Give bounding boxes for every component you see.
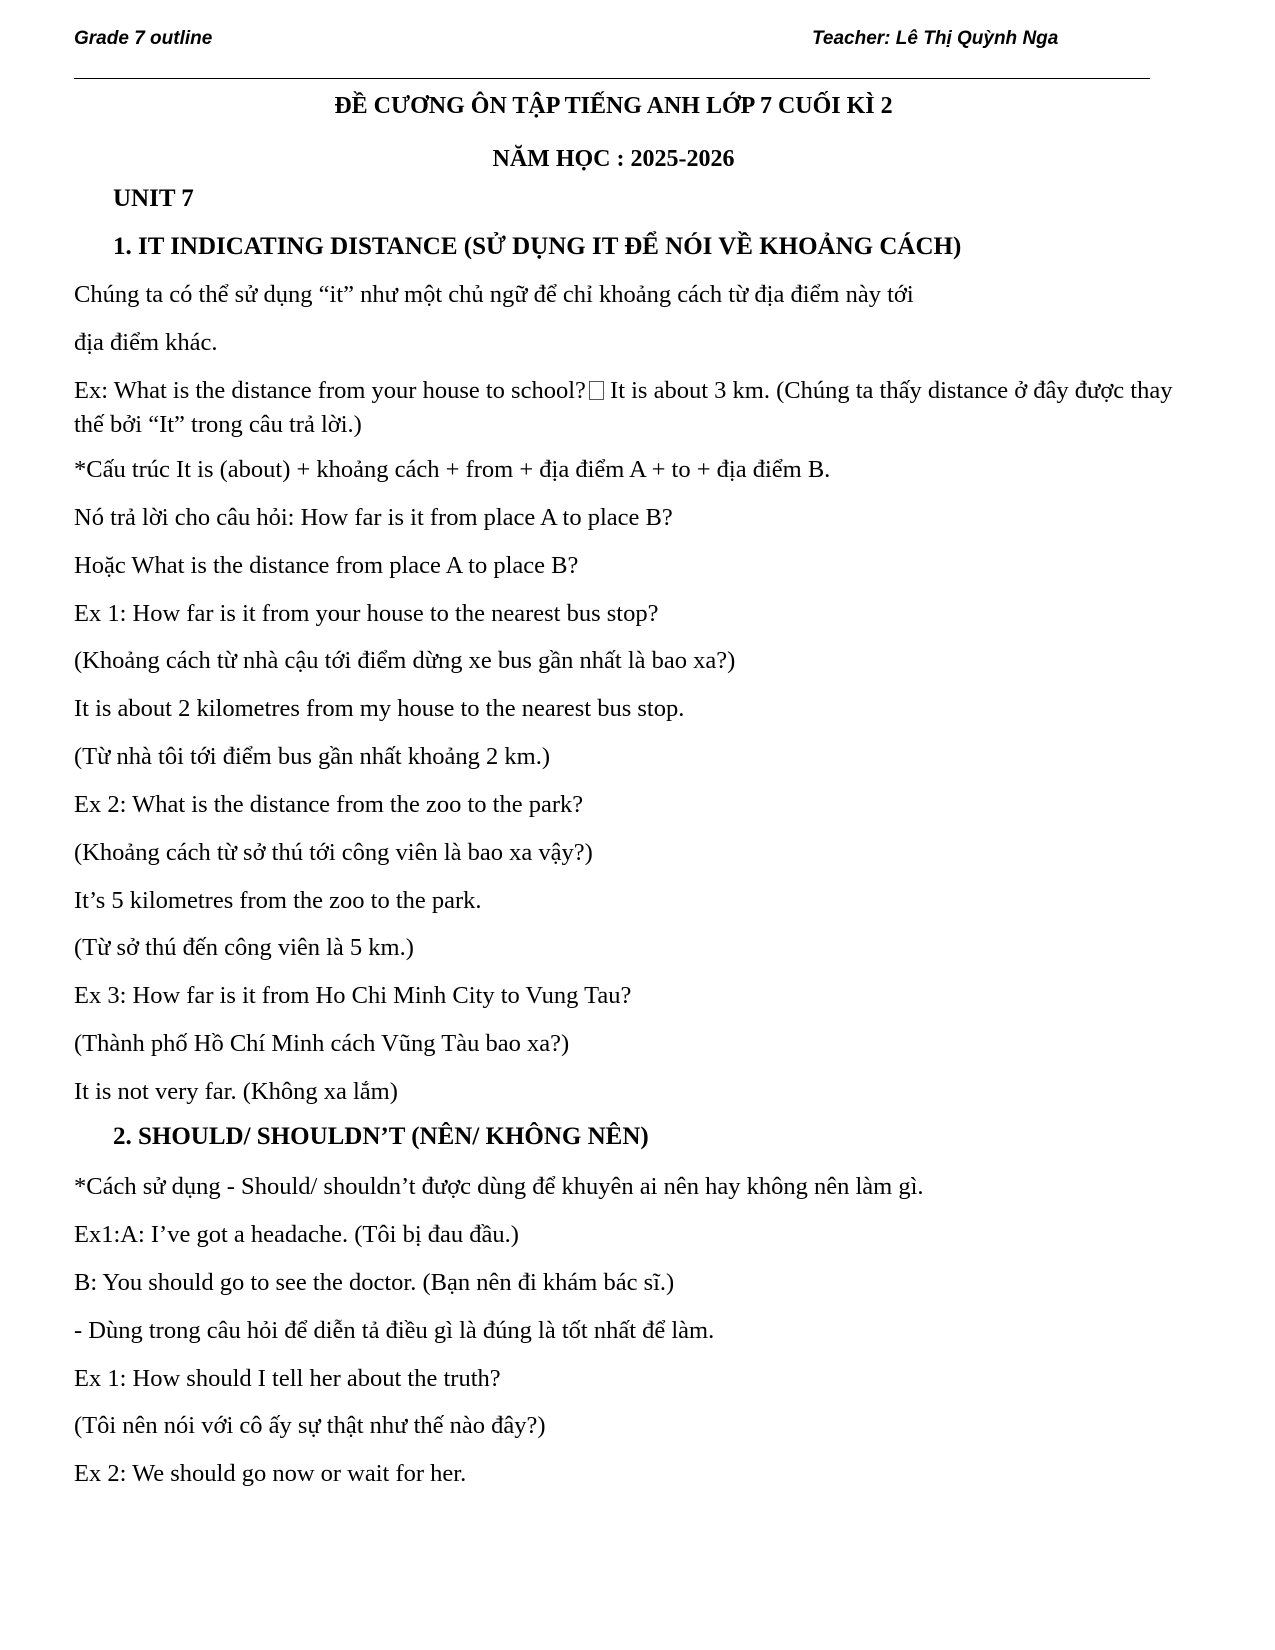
example-question: Ex: What is the distance from your house to school? <box>74 377 586 404</box>
paragraph-line: Hoặc What is the distance from place A to place B? <box>74 552 579 579</box>
section-2-heading: 2. SHOULD/ SHOULDN’T (NÊN/ KHÔNG NÊN) <box>113 1123 649 1150</box>
answer-line: B: You should go to see the doctor. (Bạn nên đi khám bác sĩ.) <box>74 1269 675 1296</box>
school-year: NĂM HỌC : 2025-2026 <box>492 146 735 172</box>
structure-line: *Cấu trúc It is (about) + khoảng cách + from + địa điểm A + to + địa điểm B. <box>74 456 831 483</box>
example-line: Ex 1: How should I tell her about the truth? <box>74 1365 501 1392</box>
usage-line: *Cách sử dụng - Should/ shouldn’t được dùng để khuyên ai nên hay không nên làm gì. <box>74 1173 924 1200</box>
translation-line: (Khoảng cách từ nhà cậu tới điểm dừng xe bus gần nhất là bao xa?) <box>74 647 736 674</box>
translation-line: (Thành phố Hồ Chí Minh cách Vũng Tàu bao xa?) <box>74 1030 570 1057</box>
unit-heading: UNIT 7 <box>113 185 194 212</box>
usage-line: - Dùng trong câu hỏi để diễn tả điều gì là đúng là tốt nhất để làm. <box>74 1317 715 1344</box>
example-line: Ex 2: We should go now or wait for her. <box>74 1460 467 1487</box>
example-line: Ex 1: How far is it from your house to the nearest bus stop? <box>74 600 659 627</box>
answer-line: It’s 5 kilometres from the zoo to the park. <box>74 887 482 914</box>
example-line: Ex1:A: I’ve got a headache. (Tôi bị đau đầu.) <box>74 1221 519 1248</box>
paragraph-line: Chúng ta có thể sử dụng “it” như một chủ ngữ để chỉ khoảng cách từ địa điểm này tới <box>74 281 914 308</box>
page-header <box>74 28 1154 58</box>
paragraph-line: địa điểm khác. <box>74 329 218 356</box>
answer-line: It is not very far. (Không xa lắm) <box>74 1078 398 1105</box>
translation-line: (Khoảng cách từ sở thú tới công viên là bao xa vậy?) <box>74 839 593 866</box>
header-divider <box>74 78 1150 79</box>
example-paragraph <box>74 374 1194 442</box>
example-line: Ex 2: What is the distance from the zoo to the park? <box>74 791 584 818</box>
document-title: ĐỀ CƯƠNG ÔN TẬP TIẾNG ANH LỚP 7 CUỐI KÌ 2 <box>334 93 893 119</box>
translation-line: (Từ sở thú đến công viên là 5 km.) <box>74 934 414 961</box>
answer-line: It is about 2 kilometres from my house to the nearest bus stop. <box>74 695 685 722</box>
header-teacher: Teacher: Lê Thị Quỳnh Nga <box>812 28 1059 49</box>
example-answer: It is about 3 km. (Chúng ta thấy distance ở đây được thay thế bởi “It” trong câu trả lời.) <box>74 377 1173 438</box>
example-line: Ex 3: How far is it from Ho Chi Minh City to Vung Tau? <box>74 982 632 1009</box>
section-1-heading: 1. IT INDICATING DISTANCE (SỬ DỤNG IT ĐỂ NÓI VỀ KHOẢNG CÁCH) <box>113 233 962 260</box>
missing-glyph-icon <box>589 381 604 400</box>
paragraph-line: Nó trả lời cho câu hỏi: How far is it from place A to place B? <box>74 504 673 531</box>
translation-line: (Từ nhà tôi tới điểm bus gần nhất khoảng 2 km.) <box>74 743 551 770</box>
header-grade: Grade 7 outline <box>74 28 213 49</box>
translation-line: (Tôi nên nói với cô ấy sự thật như thế nào đây?) <box>74 1412 546 1439</box>
